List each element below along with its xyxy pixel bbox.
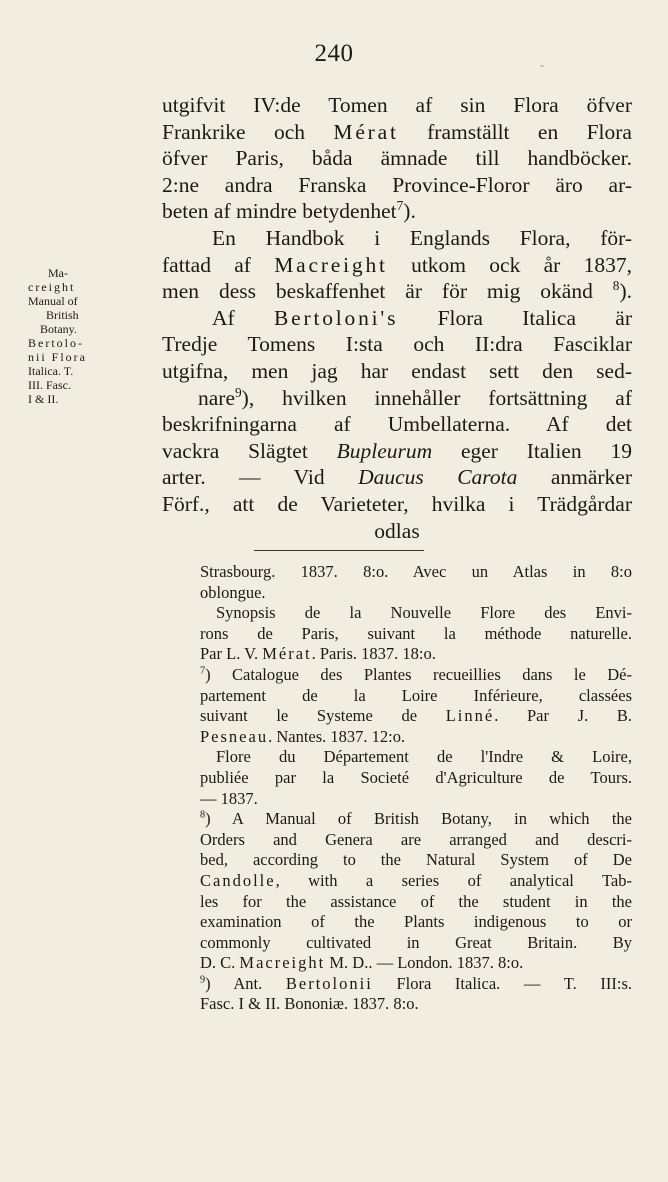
- text-line: [162, 305, 632, 332]
- margin-note-segment: III. Fasc.: [28, 378, 71, 392]
- margin-note: [28, 392, 160, 406]
- footnote-line: [200, 706, 632, 727]
- footnote-line-segment: partement de la Loire Inférieure, classées: [200, 685, 632, 705]
- footnote-line-segment: oblongue.: [200, 582, 266, 602]
- footnote-line-segment: Macreight: [239, 953, 326, 973]
- footnote-line: [200, 686, 632, 707]
- footnote-line: [200, 603, 632, 624]
- text-line-segment: odlas: [374, 518, 420, 543]
- footnote-rule: [254, 550, 424, 551]
- margin-note-segment: Ma-: [48, 266, 68, 280]
- text-line-segment: Flora Italica är: [398, 305, 632, 330]
- footnote-line-segment: Pesneau: [200, 726, 269, 746]
- text-line-segment: Förf., att de Varieteter, hvilka i Trädgårdar: [162, 491, 632, 516]
- corner-mark: -: [540, 58, 544, 72]
- text-line-segment: Af: [212, 305, 274, 330]
- text-line: [162, 464, 632, 491]
- text-line-segment: men dess beskaffenhet är för mig okänd: [162, 279, 613, 304]
- text-line-segment: öfver Paris, båda ämnade till handböcker.: [162, 146, 632, 171]
- text-line: [162, 491, 632, 518]
- margin-note: [28, 266, 160, 280]
- footnote-line: [200, 933, 632, 954]
- footnote-line-segment: — 1837.: [200, 788, 258, 808]
- footnote-line-segment: Bertolonii: [285, 973, 373, 993]
- margin-note-segment: I & II.: [28, 392, 59, 406]
- margin-note-segment: nii Flora: [28, 350, 87, 364]
- footnote-line: [200, 892, 632, 913]
- footnote-line-segment: Strasbourg. 1837. 8:o. Avec un Atlas in 8:o: [200, 562, 632, 581]
- footnote-line: [200, 974, 632, 995]
- footnote-line-segment: commonly cultivated in Great Britain. By: [200, 932, 632, 952]
- footnote-line-segment: . Nantes. 1837. 12:o.: [268, 726, 406, 746]
- footnote-line-segment: bed, according to the Natural System of De: [200, 850, 632, 870]
- margin-note-segment: Italica. T.: [28, 364, 74, 378]
- margin-note-segment: Bertolo-: [28, 336, 84, 350]
- text-line-segment: anmärker: [517, 465, 633, 490]
- text-line-segment: 2:ne andra Franska Province-Floror äro ar-: [162, 172, 632, 197]
- text-line-segment: fattad af: [162, 252, 275, 277]
- footnote-line-segment: ) Catalogue des Plantes recueillies dans le Dé-: [205, 664, 632, 684]
- footnote-line: [200, 665, 632, 686]
- text-line-segment: vackra Slägtet: [162, 438, 337, 463]
- footnote-line: [200, 747, 632, 768]
- margin-note: [28, 364, 160, 378]
- text-line: [162, 518, 632, 545]
- text-line: [162, 278, 632, 305]
- text-line: [162, 145, 632, 172]
- footnote-line-segment: . Par J. B.: [494, 706, 633, 726]
- footnote-line-segment: suivant le Systeme de: [200, 706, 446, 726]
- text-line: [162, 438, 632, 465]
- footnote-line: [200, 953, 632, 974]
- margin-note: [28, 308, 160, 322]
- text-line-segment: 9: [235, 384, 242, 400]
- footnote-line-segment: Flore du Département de l'Indre & Loire,: [216, 747, 632, 767]
- margin-note: [28, 280, 160, 294]
- text-line-segment: Bertoloni's: [274, 305, 399, 330]
- text-line-segment: beten af mindre betydenhet: [162, 199, 397, 224]
- main-text: [162, 92, 632, 544]
- text-line: [162, 92, 632, 119]
- text-line-segment: ), hvilken innehåller fortsättning af: [241, 385, 632, 410]
- footnote-line: [200, 727, 632, 748]
- text-line-segment: En Handbok i Englands Flora, för-: [212, 225, 632, 250]
- text-line: [162, 119, 632, 146]
- footnote-line-segment: ) Ant.: [205, 973, 286, 993]
- text-line-segment: beskrifningarna af Umbellaterna. Af det: [162, 412, 632, 437]
- footnote-line-segment: D. C.: [200, 953, 240, 973]
- footnote-line-segment: Synopsis de la Nouvelle Flore des Envi-: [216, 603, 632, 623]
- footnote-line: [200, 624, 632, 645]
- footnote-line: [200, 830, 632, 851]
- text-line-segment: Bupleurum: [336, 438, 433, 463]
- footnote-line-segment: Orders and Genera are arranged and descri-: [200, 829, 632, 849]
- text-line: [162, 358, 632, 385]
- text-line-segment: framställt en Flora: [398, 119, 632, 144]
- text-line-segment: nare: [198, 385, 235, 410]
- footnote-line-segment: 7: [200, 665, 206, 677]
- margin-notes: [28, 266, 160, 406]
- footnote-line-segment: . Paris. 1837. 18:o.: [311, 644, 436, 664]
- text-line-segment: Tredje Tomens I:sta och II:dra Fasciklar: [162, 332, 632, 357]
- text-line: [162, 225, 632, 252]
- footnotes: [200, 562, 632, 1015]
- footnote-line-segment: 8: [200, 809, 206, 821]
- footnote-line-segment: 9: [200, 974, 206, 986]
- footnote-line-segment: Par L. V.: [200, 644, 263, 664]
- text-line: [162, 411, 632, 438]
- footnote-line: [200, 644, 632, 665]
- text-line-segment: Daucus Carota: [358, 465, 518, 490]
- text-line-segment: Macreight: [274, 252, 388, 277]
- footnote-line: [200, 789, 632, 810]
- footnote-line: [200, 768, 632, 789]
- text-line-segment: utkom ock år 1837,: [387, 252, 632, 277]
- footnote-line-segment: Candolle: [200, 870, 276, 890]
- footnote-line-segment: rons de Paris, suivant la méthode naturelle.: [200, 623, 632, 643]
- margin-note: [28, 336, 160, 350]
- text-line: [162, 385, 632, 412]
- text-line-segment: arter. — Vid: [162, 465, 359, 490]
- footnote-line-segment: examination of the Plants indigenous to or: [200, 912, 632, 932]
- footnote-line: [200, 994, 632, 1015]
- margin-note: [28, 378, 160, 392]
- footnote-line-segment: ) A Manual of British Botany, in which the: [205, 809, 632, 829]
- footnote-line-segment: Fasc. I & II. Bononiæ. 1837. 8:o.: [200, 994, 419, 1014]
- text-line-segment: 8: [612, 278, 620, 293]
- footnote-line-segment: M. D.. — London. 1837. 8:o.: [325, 953, 524, 973]
- text-line-segment: eger Italien 19: [432, 438, 632, 463]
- footnote-line: [200, 912, 632, 933]
- text-line-segment: 7: [396, 198, 404, 214]
- footnote-line: [200, 871, 632, 892]
- footnote-line-segment: publiée par la Societé d'Agriculture de Tours.: [200, 767, 632, 787]
- text-line: [162, 172, 632, 199]
- footnote-line: [200, 809, 632, 830]
- margin-note-segment: creight: [28, 280, 76, 294]
- text-line: [162, 252, 632, 279]
- text-line-segment: ).: [619, 279, 632, 304]
- page-number: 240: [314, 40, 354, 67]
- footnote-line-segment: Mérat: [262, 644, 312, 664]
- footnote-line-segment: les for the assistance of the student in the: [200, 891, 632, 911]
- margin-note: [28, 350, 160, 364]
- margin-note: [28, 322, 160, 336]
- footnote-line-segment: Flora Italica. — T. III:s.: [372, 973, 633, 993]
- footnote-line: [200, 850, 632, 871]
- margin-note-segment: Manual of: [28, 294, 78, 308]
- text-line-segment: utgifna, men jag har endast sett den sed-: [162, 358, 632, 383]
- margin-note: [28, 294, 160, 308]
- text-line: [162, 331, 632, 358]
- footnote-line-segment: Linné: [445, 706, 495, 726]
- text-line-segment: ).: [403, 199, 416, 224]
- footnote-line: [200, 562, 632, 583]
- footnote-line: [200, 583, 632, 604]
- text-line-segment: utgifvit IV:de Tomen af sin Flora öfver: [162, 93, 632, 117]
- text-line: [162, 198, 632, 225]
- margin-note-segment: British: [46, 308, 79, 322]
- margin-note-segment: Botany.: [40, 322, 77, 336]
- text-line-segment: Frankrike och: [162, 119, 334, 144]
- text-line-segment: Mérat: [333, 119, 399, 144]
- footnote-line-segment: , with a series of analytical Tab-: [275, 870, 632, 890]
